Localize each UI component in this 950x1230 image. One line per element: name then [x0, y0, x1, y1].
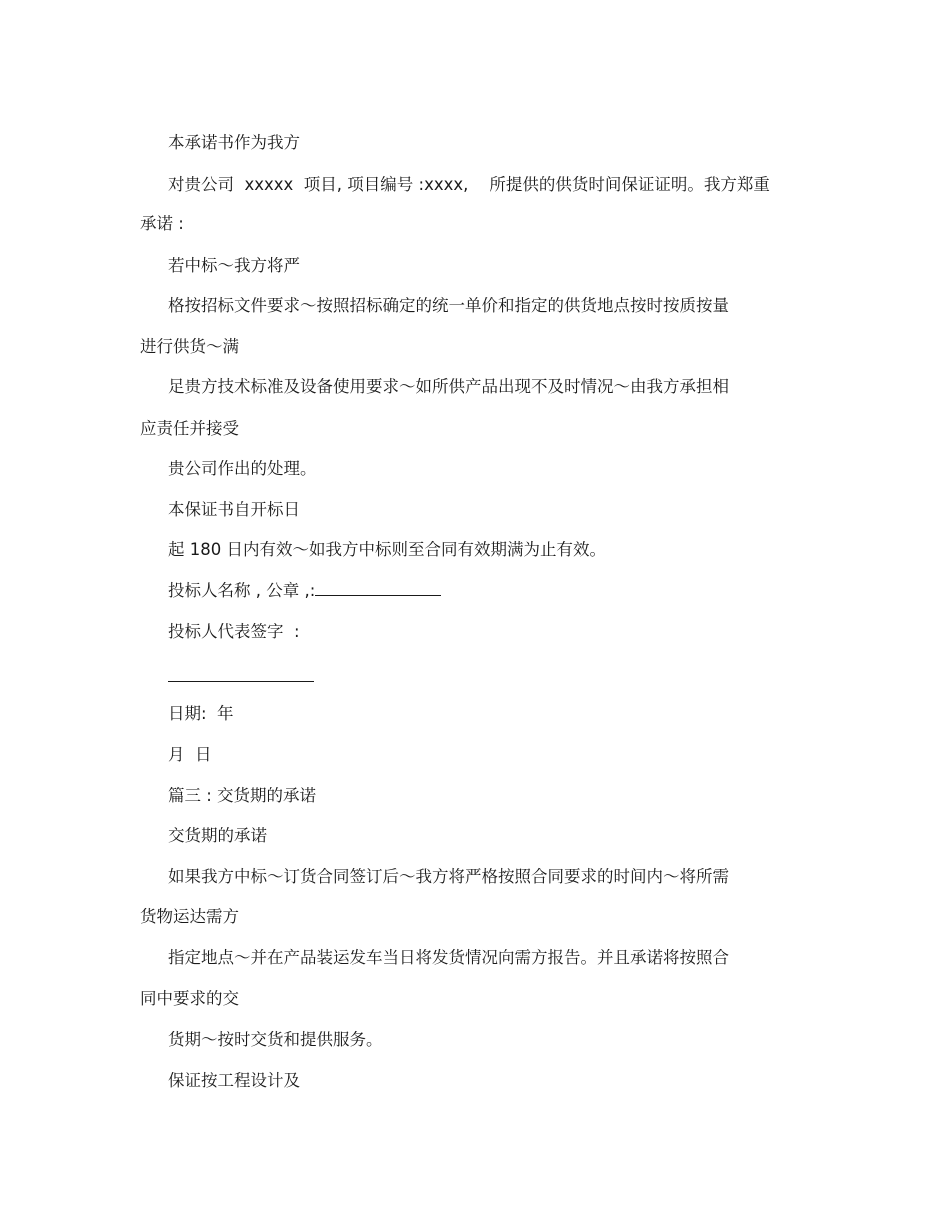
- bidder-name-blank: [315, 581, 441, 596]
- paragraph-line: 承诺 :: [140, 214, 184, 233]
- paragraph-line: 本保证书自开标日: [168, 500, 300, 519]
- paragraph-line: 足贵方技术标准及设备使用要求～如所供产品出现不及时情况～由我方承担相: [168, 377, 729, 396]
- paragraph-line: 应责任并接受: [140, 419, 239, 438]
- paragraph-line: 对贵公司 xxxxx 项目, 项目编号 :xxxx, 所提供的供货时间保证证明。我方郑重: [168, 175, 770, 194]
- signature-blank: [168, 681, 314, 682]
- paragraph-line: 保证按工程设计及: [168, 1071, 300, 1090]
- paragraph-line: 货期～按时交货和提供服务。: [168, 1030, 383, 1049]
- bidder-name-line: [168, 580, 441, 602]
- section-heading: 篇三 : 交货期的承诺: [168, 786, 317, 805]
- paragraph-line: 指定地点～并在产品装运发车当日将发货情况向需方报告。并且承诺将按照合: [168, 948, 729, 967]
- paragraph-line: 起 180 日内有效～如我方中标则至合同有效期满为止有效。: [168, 540, 606, 559]
- paragraph-line: 贵公司作出的处理。: [168, 459, 317, 478]
- paragraph-line: 货物运达需方: [140, 907, 239, 926]
- paragraph-line: 本承诺书作为我方: [168, 133, 300, 152]
- date-line: 月 日: [168, 745, 212, 764]
- date-line: 日期: 年: [168, 704, 234, 723]
- representative-signature-line: 投标人代表签字 :: [168, 622, 300, 641]
- paragraph-line: 同中要求的交: [140, 989, 239, 1008]
- paragraph-line: 进行供货～满: [140, 337, 239, 356]
- bidder-name-label: 投标人名称 , 公章 ,:: [168, 581, 316, 600]
- section-title: 交货期的承诺: [168, 826, 267, 845]
- paragraph-line: 若中标～我方将严: [168, 256, 300, 275]
- paragraph-line: 如果我方中标～订货合同签订后～我方将严格按照合同要求的时间内～将所需: [168, 867, 729, 886]
- paragraph-line: 格按招标文件要求～按照招标确定的统一单价和指定的供货地点按时按质按量: [168, 296, 729, 315]
